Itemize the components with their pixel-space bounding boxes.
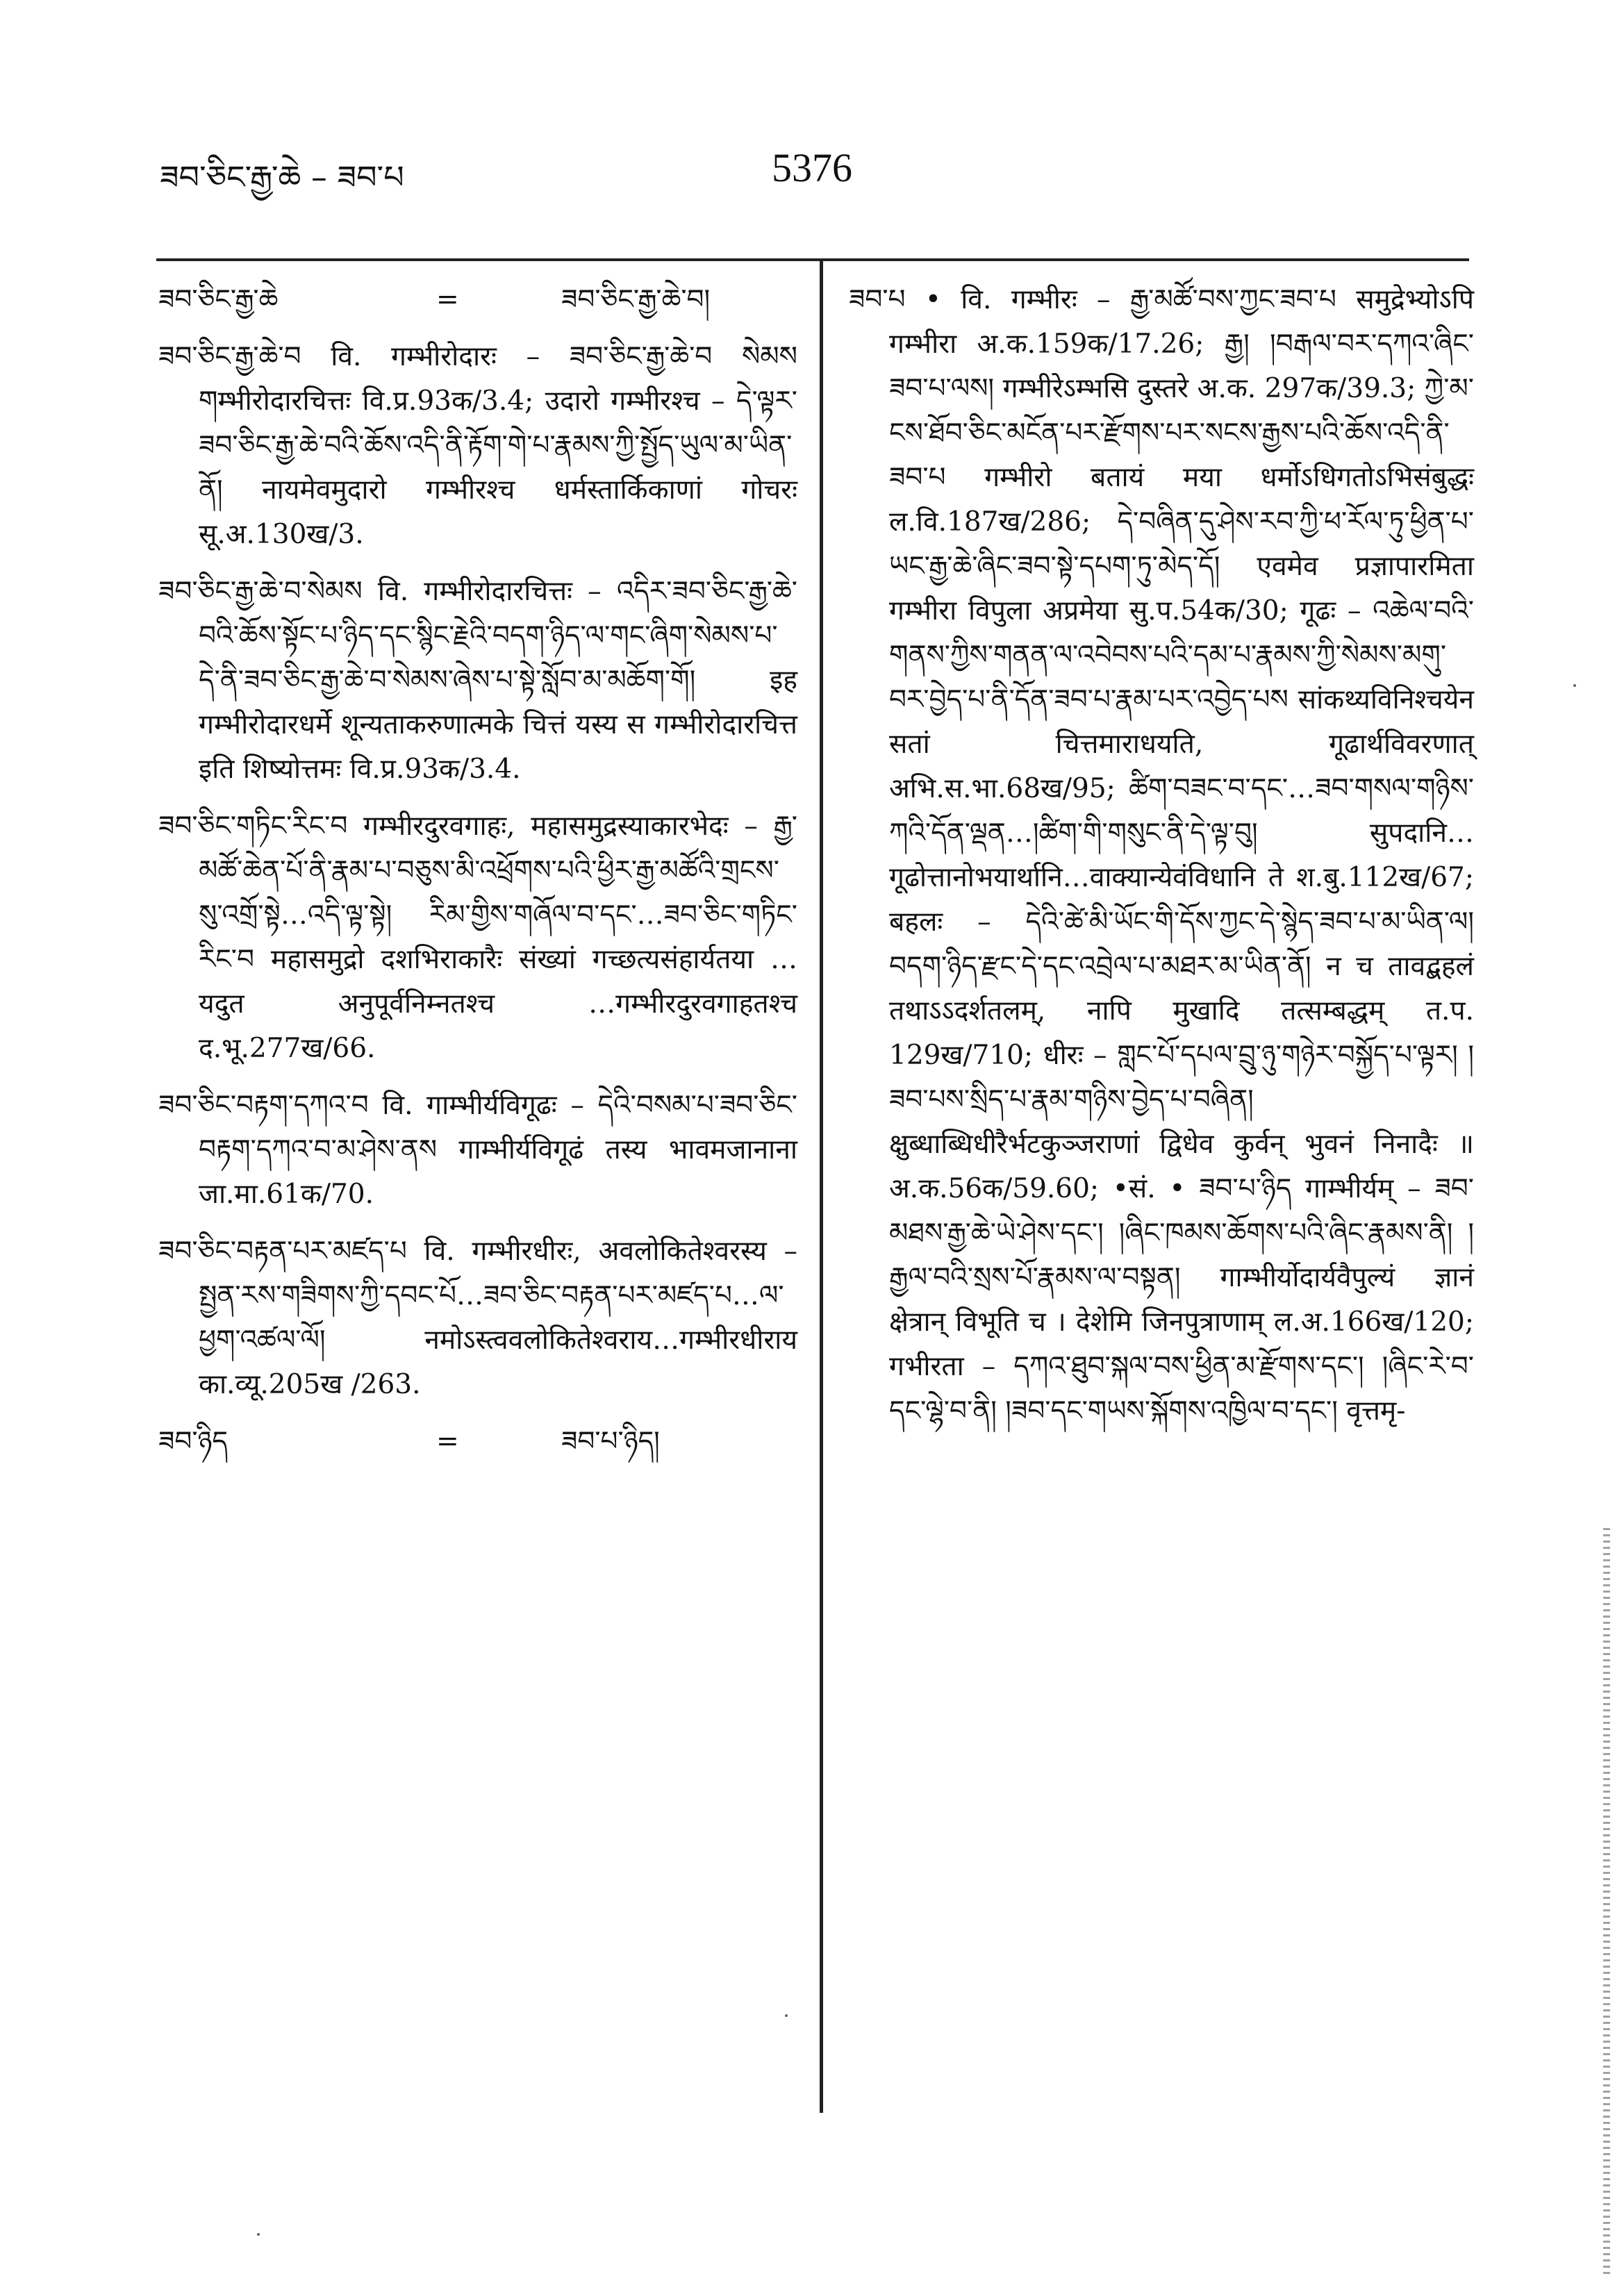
- scan-dot-artifact: [1573, 684, 1576, 687]
- column-divider: [820, 258, 823, 2113]
- scan-dot-artifact: [785, 2014, 788, 2017]
- dictionary-entry: ཟབ་ཅིང་གཏིང་རིང་བ गम्भीरदुरवगाहः, महासमुद्रस्याकारभेदः – རྒྱ་མཚོ་ཆེན་པོ་ནི་རྣམ་པ་བཅུས་མི་འཕྲོགས་པའི་ཕྱིར་རྒྱ་མཚོའི་གྲངས་སུ་འགྲོ་སྟེ…འདི་ལྟ་སྟེ། རིམ་གྱིས་གཞོལ་བ་དང་…ཟབ་ཅིང་གཏིང་རིང་བ महासमुद्रो दशभिराकारैः संख्यां गच्छत्यसंहार्यतया …यदुत अनुपूर्वनिम्नतश्च …गम्भीरदुरवगाहतश्च द.भू.277ख/66.: [158, 811, 797, 1064]
- dictionary-entry: ཟབ་པ • वि. गम्भीरः – རྒྱ་མཚོ་བས་ཀྱང་ཟབ་པ समुद्रेभ्योऽपि गम्भीरा अ.क.159क/17.26; རྒྱ། །བརྒལ་བར་དཀའ་ཞིང་ཟབ་པ་ལས། गम्भीरेऽम्भसि दुस्तरे अ.क. 297क/39.3; ཀྱེ་མ་ངས་ཐོབ་ཅིང་མངོན་པར་རྫོགས་པར་སངས་རྒྱས་པའི་ཆོས་འདི་ནི་ཟབ་པ गम्भीरो बतायं मया धर्मोऽधिगतोऽभिसंबुद्धः ल.वि.187ख/286; དེ་བཞིན་དུ་ཤེས་རབ་ཀྱི་ཕ་རོལ་ཏུ་ཕྱིན་པ་ཡང་རྒྱ་ཆེ་ཞིང་ཟབ་སྟེ་དཔག་ཏུ་མེད་དོ། एवमेव प्रज्ञापारमिता गम्भीरा विपुला अप्रमेया सु.प.54क/30; गूढः – འཆེལ་བའི་གནས་ཀྱིས་གནན་ལ་འབེབས་པའི་དམ་པ་རྣམས་ཀྱི་སེམས་མགུ་བར་བྱེད་པ་ནི་དོན་ཟབ་པ་རྣམ་པར་འབྱེད་པས सांकथ्यविनिश्चयेन सतां चित्तमाराधयति, गूढार्थविवरणात् अभि.स.भा.68ख/95; ཚིག་བཟང་བ་དང་…ཟབ་གསལ་གཉིས་ཀའི་དོན་ལྡན…།ཚིག་གི་གསུང་ནི་དེ་ལྟ་བུ། सुपदानि…गूढोत्तानोभयार्थानि…वाक्यान्येवंविधानि ते श.बु.112ख/67; बहलः – དེའི་ཚེ་མི་ཡོང་གི་དོས་ཀྱང་དེ་སྙེད་ཟབ་པ་མ་ཡིན་ལ། བདག་ཉིད་རྫང་དེ་དང་འབྲེལ་པ་མཐར་མ་ཡིན་ནོ། न च तावद्बहलं तथाऽऽदर्शतलम्, नापि मुखादि तत्सम्बद्धम् त.प. 129ख/710; धीरः – གླང་པོ་དཔལ་བྲུ་ཉུ་གཉེར་བསྐྱོད་པ་ལྟར། །ཟབ་པས་སྲིད་པ་རྣམ་གཉིས་བྱེད་པ་བཞིན། क्षुब्धाब्धिधीरैर्भटकुञ्जराणां द्विधेव कुर्वन् भुवनं निनादैः ॥ अ.क.56क/59.60; •सं. • ཟབ་པ་ཉིད गाम्भीर्यम् – ཟབ་མཐས་རྒྱ་ཆེ་ཡེ་ཤེས་དང་། །ཞིང་ཁམས་ཆོགས་པའི་ཞིང་རྣམས་ནི། །རྒྱལ་བའི་སྲས་པོ་རྣམས་ལ་བསྟན། गाम्भीर्योदार्यवैपुल्यं ज्ञानं क्षेत्रान् विभूति च । देशेमि जिनपुत्राणाम् ल.अ.166ख/120; गभीरता – དཀའ་ཐུབ་སྐལ་བས་ཕྱིན་མ་རྫོགས་དང་། །ཞིང་རེ་བ་དང་ལྷེ་བ་ནི། །ཟབ་དང་གཡས་སྐོགས་འཁྱིལ་བ་དང་། वृत्तमृ-: [849, 284, 1474, 1427]
- scan-edge-artifact: [1603, 1528, 1610, 2278]
- dictionary-entry: ཟབ་ཅིང་རྒྱ་ཆེ་བ་སེམས वि. गम्भीरोदारचित्तः – འདིར་ཟབ་ཅིང་རྒྱ་ཆེ་བའི་ཆོས་སྟོང་པ་ཉིད་དང་སྙིང་རྗེའི་བདག་ཉིད་ལ་གང་ཞིག་སེམས་པ་དེ་ནི་ཟབ་ཅིང་རྒྱ་ཆེ་བ་སེམས་ཞེས་པ་སྟེ་སློབ་མ་མཆོག་གོ། इह गम्भीरोदारधर्मे शून्यताकरुणात्मके चित्तं यस्य स गम्भीरोदारचित्त इति शिष्योत्तमः वि.प्र.93क/3.4.: [158, 576, 797, 785]
- xref-target: ཟབ་པ་ཉིད།: [561, 1426, 660, 1457]
- scan-dot-artifact: [257, 2233, 260, 2236]
- dictionary-entry: ཟབ་ཅིང་བརྟག་དཀའ་བ वि. गाम्भीर्यविगूढः – དེའི་བསམ་པ་ཟབ་ཅིང་བརྟག་དཀའ་བ་མ་ཤེས་ནས गाम्भीर्यविगूढं तस्य भावमजानाना जा.मा.61क/70.: [158, 1090, 797, 1210]
- equals-sign: =: [436, 284, 459, 315]
- left-column: [158, 278, 797, 1477]
- right-column: [849, 278, 1474, 1446]
- dictionary-entry: ཟབ་ཅིང་བརྟན་པར་མཛད་པ वि. गम्भीरधीरः, अवलोकितेश्वरस्य – སྤྱན་རས་གཟིགས་ཀྱི་དབང་པོ…ཟབ་ཅིང་བརྟན་པར་མཛད་པ…ལ་ཕྱག་འཚལ་ལོ། नमोऽस्त्ववलोकितेश्वराय…गम्भीरधीराय का.व्यू.205ख /263.: [158, 1236, 797, 1400]
- header-rule: [156, 258, 1469, 261]
- entry-headword: ཟབ་ཉིད: [158, 1426, 228, 1457]
- page-number: 5376: [772, 145, 852, 190]
- equals-sign: =: [436, 1426, 459, 1457]
- xref-target: ཟབ་ཅིང་རྒྱ་ཆེ་བ།: [561, 284, 711, 315]
- dictionary-entry-xref: [158, 278, 797, 322]
- running-head: ཟབ་ཅིང་རྒྱ་ཆེ – ཟབ་པ: [160, 158, 404, 196]
- dictionary-entry: ཟབ་ཅིང་རྒྱ་ཆེ་བ वि. गम्भीरोदारः – ཟབ་ཅིང་རྒྱ་ཆེ་བ སེམས གम्भीरोदारचित्तः वि.प्र.93क/3.4; उदारो गम्भीरश्च – དེ་ལྟར་ཟབ་ཅིང་རྒྱ་ཆེ་བའི་ཆོས་འདི་ནི་རྟོག་གེ་པ་རྣམས་ཀྱི་སྤྱོད་ཡུལ་མ་ཡིན་ནོ། नायमेवमुदारो गम्भीरश्च धर्मस्तार्किकाणां गोचरः सू.अ.130ख/3.: [158, 341, 797, 550]
- entry-headword: ཟབ་ཅིང་རྒྱ་ཆེ: [158, 284, 279, 315]
- dictionary-entry-xref: [158, 1420, 797, 1464]
